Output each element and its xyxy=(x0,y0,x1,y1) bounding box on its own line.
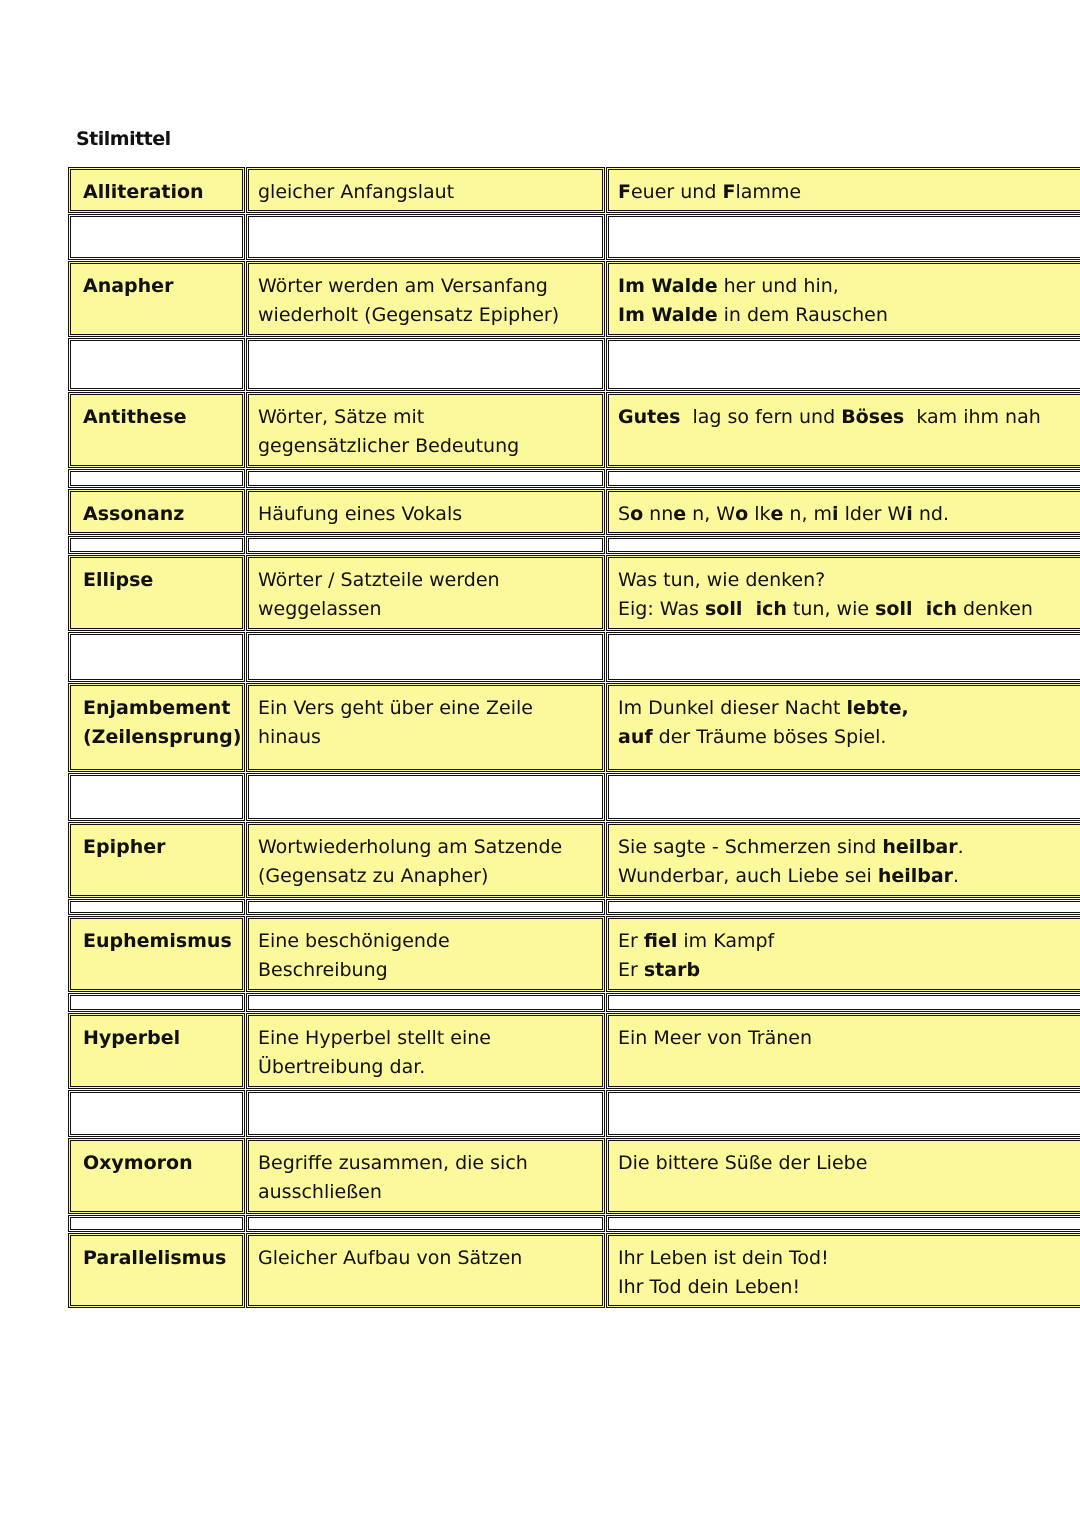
example-cell xyxy=(606,392,1080,468)
term-text: Euphemismus xyxy=(83,930,232,952)
example-line xyxy=(618,1149,1075,1178)
definition-text: Gleicher Aufbau von Sätzen xyxy=(258,1247,523,1269)
example-line xyxy=(618,1244,1075,1273)
spacer-cell xyxy=(606,632,1080,682)
example-cell xyxy=(606,1233,1080,1308)
spacer-cell xyxy=(246,469,605,488)
example-line xyxy=(618,1024,1075,1053)
emphasized-text: o xyxy=(735,503,749,525)
term-cell xyxy=(68,822,245,898)
example-text: in dem Rauschen xyxy=(717,304,888,326)
definition-text: ausschließen xyxy=(258,1181,382,1203)
definition-cell xyxy=(246,1233,605,1308)
example-text: Ein Meer von Tränen xyxy=(618,1027,812,1049)
spacer-cell xyxy=(68,536,245,554)
spacer-cell xyxy=(246,536,605,554)
definition-text: weggelassen xyxy=(258,598,382,620)
spacer-cell xyxy=(606,993,1080,1012)
example-line xyxy=(618,595,1075,624)
spacer-cell xyxy=(68,469,245,488)
example-line xyxy=(618,178,1075,207)
term-cell xyxy=(68,489,245,535)
example-cell xyxy=(606,683,1080,772)
emphasized-text: fiel xyxy=(643,930,678,952)
definition-text: Ein Vers geht über eine Zeile xyxy=(258,697,533,719)
example-line xyxy=(618,723,1075,752)
example-text: im Kampf xyxy=(677,930,775,952)
spacer-cell xyxy=(246,214,605,260)
spacer-cell xyxy=(606,214,1080,260)
term-text: Antithese xyxy=(83,406,187,428)
definition-text: Beschreibung xyxy=(258,959,388,981)
term-text: Ellipse xyxy=(83,569,154,591)
spacer-cell xyxy=(68,993,245,1012)
spacer-cell xyxy=(246,993,605,1012)
definition-cell xyxy=(246,555,605,631)
definition-text: Wörter / Satzteile werden xyxy=(258,569,500,591)
term-text: Oxymoron xyxy=(83,1152,193,1174)
spacer-cell xyxy=(246,1215,605,1232)
example-text: lder W xyxy=(838,503,907,525)
term-cell xyxy=(68,916,245,992)
emphasized-text: o xyxy=(630,503,644,525)
example-text: denken xyxy=(957,598,1033,620)
term-cell xyxy=(68,1233,245,1308)
emphasized-text: i xyxy=(832,503,839,525)
example-cell xyxy=(606,916,1080,992)
example-text: Eig: Was xyxy=(618,598,705,620)
emphasized-text: heilbar xyxy=(877,865,954,887)
emphasized-text: Böses xyxy=(841,406,905,428)
spacer-cell xyxy=(606,773,1080,821)
spacer-cell xyxy=(606,899,1080,915)
example-text: her und hin, xyxy=(717,275,839,297)
term-cell xyxy=(68,1138,245,1214)
example-text: Ihr Leben ist dein Tod! xyxy=(618,1247,829,1269)
example-line xyxy=(618,403,1075,432)
example-cell xyxy=(606,1013,1080,1089)
example-line xyxy=(618,500,1075,529)
example-text: Im Dunkel dieser Nacht xyxy=(618,697,847,719)
example-cell xyxy=(606,555,1080,631)
term-text: Anapher xyxy=(83,275,174,297)
emphasized-text: lebte, xyxy=(846,697,909,719)
spacer-cell xyxy=(606,338,1080,391)
definition-text: Eine beschönigende xyxy=(258,930,450,952)
emphasized-text: soll ich xyxy=(875,598,957,620)
example-text: lk xyxy=(748,503,771,525)
definition-cell xyxy=(246,392,605,468)
emphasized-text: auf xyxy=(618,726,653,748)
example-cell xyxy=(606,822,1080,898)
term-cell xyxy=(68,167,245,213)
example-line xyxy=(618,566,1075,595)
spacer-cell xyxy=(68,338,245,391)
definition-cell xyxy=(246,916,605,992)
term-text: Alliteration xyxy=(83,181,204,203)
example-text: . xyxy=(953,865,960,887)
example-text: lag so fern und xyxy=(680,406,842,428)
spacer-cell xyxy=(246,773,605,821)
spacer-cell xyxy=(68,632,245,682)
page-title: Stilmittel xyxy=(76,128,171,150)
spacer-cell xyxy=(68,1215,245,1232)
emphasized-text: F xyxy=(618,181,631,203)
definition-cell xyxy=(246,1138,605,1214)
emphasized-text: Im Walde xyxy=(618,275,718,297)
example-text: lamme xyxy=(735,181,802,203)
term-text: Enjambement xyxy=(83,697,231,719)
example-line xyxy=(618,833,1075,862)
term-text: Assonanz xyxy=(83,503,185,525)
term-cell xyxy=(68,683,245,772)
term-cell xyxy=(68,555,245,631)
example-line xyxy=(618,272,1075,301)
example-text: n, m xyxy=(783,503,833,525)
emphasized-text: Im Walde xyxy=(618,304,718,326)
spacer-cell xyxy=(246,632,605,682)
example-text: . xyxy=(957,836,964,858)
spacer-cell xyxy=(606,469,1080,488)
spacer-cell xyxy=(68,214,245,260)
example-cell xyxy=(606,261,1080,337)
definition-text: Häufung eines Vokals xyxy=(258,503,463,525)
definition-text: gegensätzlicher Bedeutung xyxy=(258,435,520,457)
spacer-cell xyxy=(606,1215,1080,1232)
example-line xyxy=(618,301,1075,330)
example-text: n, W xyxy=(686,503,736,525)
emphasized-text: heilbar xyxy=(882,836,958,858)
example-text: der Träume böses Spiel. xyxy=(652,726,887,748)
example-line xyxy=(618,862,1075,891)
emphasized-text: e xyxy=(770,503,784,525)
spacer-cell xyxy=(246,338,605,391)
emphasized-text: F xyxy=(722,181,736,203)
emphasized-text: Gutes xyxy=(618,406,681,428)
example-text: Was tun, wie denken? xyxy=(618,569,826,591)
definition-text: Wörter werden am Versanfang xyxy=(258,275,548,297)
definition-text: Wörter, Sätze mit xyxy=(258,406,425,428)
definition-text: gleicher Anfangslaut xyxy=(258,181,455,203)
example-text: nd. xyxy=(912,503,949,525)
definition-text: Begriffe zusammen, die sich xyxy=(258,1152,528,1174)
definition-cell xyxy=(246,822,605,898)
definition-text: Wortwiederholung am Satzende xyxy=(258,836,563,858)
example-text: Die bittere Süße der Liebe xyxy=(618,1152,868,1174)
emphasized-text: soll ich xyxy=(704,598,787,620)
spacer-cell xyxy=(68,1090,245,1137)
example-text: Sie sagte - Schmerzen sind xyxy=(618,836,883,858)
term-text: Epipher xyxy=(83,836,166,858)
emphasized-text: starb xyxy=(643,959,701,981)
example-text: Er xyxy=(618,930,644,952)
emphasized-text: e xyxy=(673,503,687,525)
definition-cell xyxy=(246,489,605,535)
example-text: S xyxy=(618,503,631,525)
term-cell xyxy=(68,392,245,468)
term-text: (Zeilensprung) xyxy=(83,726,242,748)
definition-cell xyxy=(246,261,605,337)
definition-text: wiederholt (Gegensatz Epipher) xyxy=(258,304,560,326)
example-cell xyxy=(606,489,1080,535)
example-line xyxy=(618,927,1075,956)
example-text: Er xyxy=(618,959,644,981)
example-line xyxy=(618,694,1075,723)
definition-cell xyxy=(246,1013,605,1089)
example-line xyxy=(618,1273,1075,1302)
example-text: kam ihm nah xyxy=(904,406,1041,428)
definition-text: hinaus xyxy=(258,726,321,748)
definition-cell xyxy=(246,683,605,772)
example-cell xyxy=(606,1138,1080,1214)
example-cell xyxy=(606,167,1080,213)
example-text: nn xyxy=(643,503,674,525)
spacer-cell xyxy=(606,536,1080,554)
spacer-cell xyxy=(606,1090,1080,1137)
spacer-cell xyxy=(68,899,245,915)
example-text: Ihr Tod dein Leben! xyxy=(618,1276,801,1298)
example-line xyxy=(618,956,1075,985)
example-text: tun, wie xyxy=(786,598,876,620)
definition-text: (Gegensatz zu Anapher) xyxy=(258,865,489,887)
spacer-cell xyxy=(246,899,605,915)
term-cell xyxy=(68,1013,245,1089)
example-text: euer und xyxy=(630,181,723,203)
term-text: Parallelismus xyxy=(83,1247,227,1269)
example-text: Wunderbar, auch Liebe sei xyxy=(618,865,878,887)
definition-text: Eine Hyperbel stellt eine xyxy=(258,1027,492,1049)
emphasized-text: i xyxy=(906,503,913,525)
definition-text: Übertreibung dar. xyxy=(258,1056,426,1078)
definition-cell xyxy=(246,167,605,213)
spacer-cell xyxy=(68,773,245,821)
spacer-cell xyxy=(246,1090,605,1137)
term-text: Hyperbel xyxy=(83,1027,181,1049)
term-cell xyxy=(68,261,245,337)
